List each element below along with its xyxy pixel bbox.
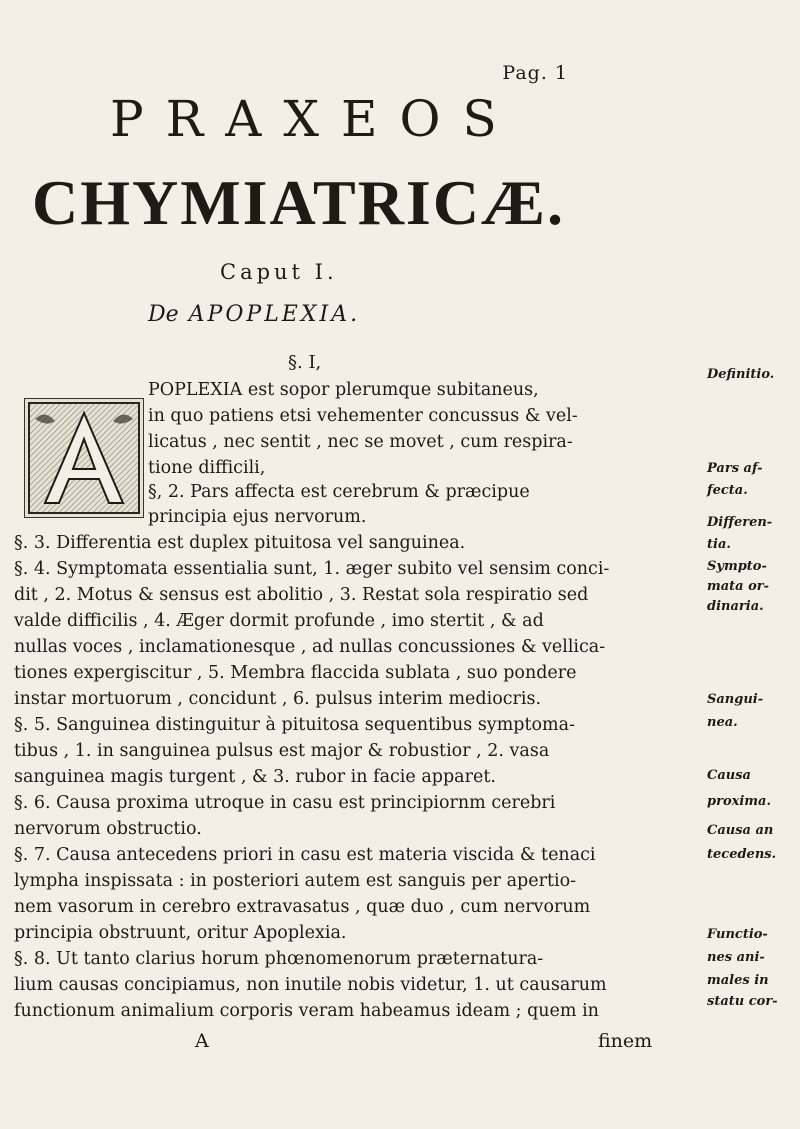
text-line: nervorum obstructio.: [14, 819, 202, 839]
text-line: principia obstruunt, oritur Apoplexia.: [14, 923, 347, 943]
margin-note: males in: [707, 973, 769, 988]
margin-note: Sympto-: [707, 559, 767, 574]
chapter-subject: [148, 302, 360, 327]
title-chymiatricae: CHYMIATRICÆ.: [32, 167, 566, 238]
text-line: in quo patiens etsi vehementer concussus & vel-: [148, 406, 578, 426]
margin-note: Causa an: [707, 823, 774, 838]
text-line: §. 7. Causa antecedens priori in casu est materia viscida & tenaci: [14, 845, 596, 865]
text-line: valde difficilis , 4. Æger dormit profunde , imo stertit , & ad: [14, 611, 544, 631]
title-praxeos: PRAXEOS: [110, 90, 519, 148]
text-line: tione difficili,: [148, 458, 266, 478]
margin-note: Sangui-: [707, 692, 764, 707]
text-line: licatus , nec sentit , nec se movet , cum respira-: [148, 432, 573, 452]
margin-note: statu cor-: [707, 994, 778, 1009]
text-line: nem vasorum in cerebro extravasatus , quæ duo , cum nervorum: [14, 897, 591, 917]
margin-note: Differen-: [707, 515, 773, 530]
text-line: lium causas concipiamus, non inutile nobis videtur, 1. ut causarum: [14, 975, 607, 995]
text-line: §. 8. Ut tanto clarius horum phœnomenorum præternatura-: [14, 949, 544, 969]
margin-note: Definitio.: [707, 367, 775, 382]
text-line: principia ejus nervorum.: [148, 507, 367, 527]
decorated-initial-image: [25, 399, 143, 517]
text-line: tiones expergiscitur , 5. Membra flaccida sublata , suo pondere: [14, 663, 577, 683]
margin-note: mata or-: [707, 579, 770, 594]
margin-note: Causa: [707, 768, 751, 783]
page-number: Pag. 1: [502, 62, 568, 84]
chapter-heading: Caput I.: [220, 260, 338, 284]
text-line: §. 3. Differentia est duplex pituitosa vel sanguinea.: [14, 533, 466, 553]
text-line: §. 5. Sanguinea distinguitur à pituitosa sequentibus symptoma-: [14, 715, 575, 735]
margin-note: nes ani-: [707, 950, 765, 965]
text-line: §. 6. Causa proxima utroque in casu est principiornm cerebri: [14, 793, 556, 813]
margin-note: proxima.: [707, 794, 772, 809]
subject-prefix: De: [148, 302, 179, 327]
signature-mark: A: [195, 1030, 209, 1052]
catchword: finem: [598, 1030, 653, 1052]
text-line: §, 2. Pars affecta est cerebrum & præcipue: [148, 482, 530, 502]
text-line: dit , 2. Motus & sensus est abolitio , 3. Restat sola respiratio sed: [14, 585, 589, 605]
text-line: functionum animalium corporis veram habeamus ideam ; quem in: [14, 1001, 599, 1021]
subject-title: APOPLEXIA.: [188, 302, 361, 327]
decorated-initial-a: [24, 398, 144, 518]
margin-note: tia.: [707, 537, 731, 552]
text-line: nullas voces , inclamationesque , ad nullas concussiones & vellica-: [14, 637, 606, 657]
margin-note: fecta.: [707, 483, 748, 498]
text-line: sanguinea magis turgent , & 3. rubor in facie apparet.: [14, 767, 496, 787]
margin-note: tecedens.: [707, 847, 777, 862]
text-line: §. 4. Symptomata essentialia sunt, 1. æger subito vel sensim conci-: [14, 559, 610, 579]
text-line: tibus , 1. in sanguinea pulsus est major & robustior , 2. vasa: [14, 741, 550, 761]
text-line: lympha inspissata : in posteriori autem est sanguis per apertio-: [14, 871, 577, 891]
margin-note: Functio-: [707, 927, 768, 942]
section-mark: §. I,: [288, 352, 322, 373]
text-line: POPLEXIA est sopor plerumque subitaneus,: [148, 380, 539, 400]
margin-note: nea.: [707, 715, 738, 730]
margin-note: dinaria.: [707, 599, 764, 614]
text-line: instar mortuorum , concidunt , 6. pulsus interim mediocris.: [14, 689, 542, 709]
margin-note: Pars af-: [707, 461, 763, 476]
